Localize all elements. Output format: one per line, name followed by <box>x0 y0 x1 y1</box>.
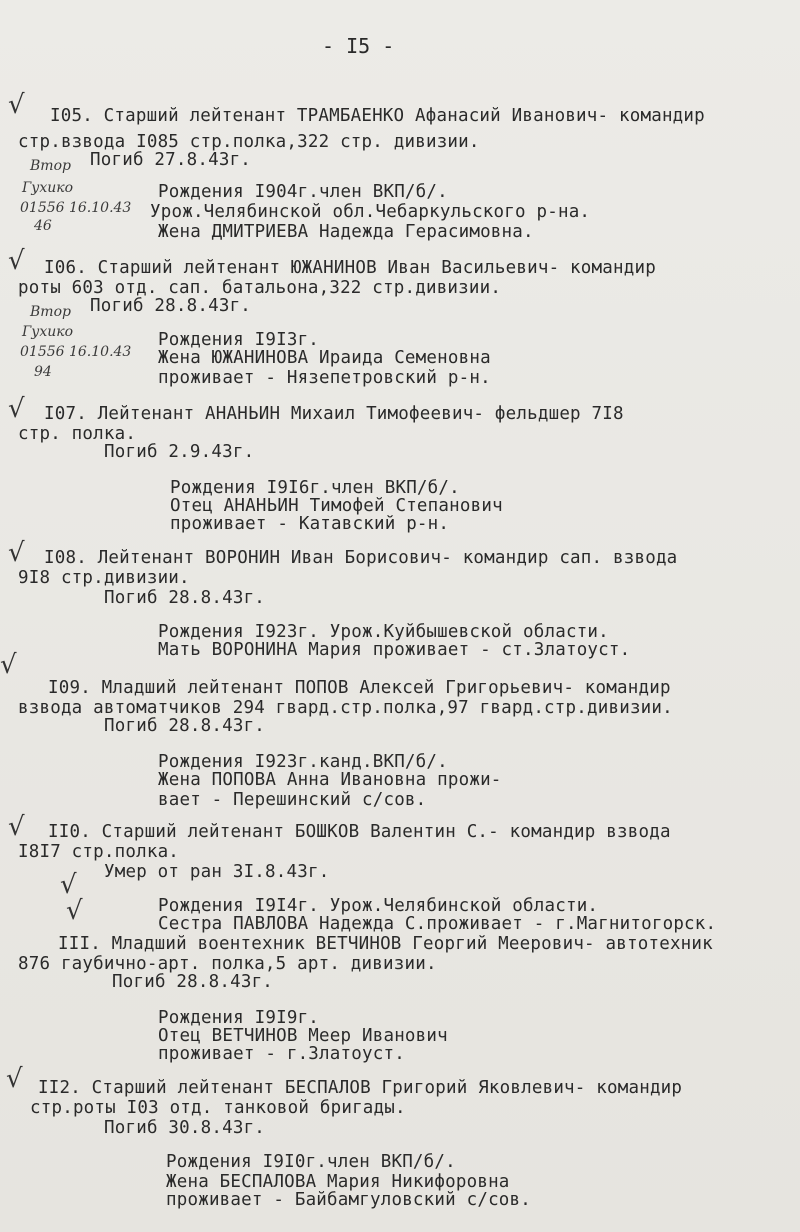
death-date: Погиб 28.8.43г. <box>112 972 274 992</box>
handwritten-note: 01556 16.10.43 <box>20 344 132 360</box>
entry-header: I05. Старший лейтенант ТРАМБАЕНКО Афанасий Иванович- командир <box>50 106 705 126</box>
handwritten-note: Гухико <box>22 324 74 340</box>
entry-header: I06. Старший лейтенант ЮЖАНИНОВ Иван Васильевич- командир <box>44 258 656 278</box>
death-date: Погиб 2.9.43г. <box>104 442 255 462</box>
entry-line: Рождения I923г. Урож.Куйбышевской области. <box>158 622 609 642</box>
entry-line: Жена ЮЖАНИНОВА Ираида Семеновна <box>158 348 491 368</box>
entry-line: Жена БЕСПАЛОВА Мария Никифоровна <box>166 1172 510 1192</box>
entry-line: роты 603 отд. сап. батальона,322 стр.дивизии. <box>18 278 502 298</box>
check-mark-icon: √ <box>6 1064 23 1094</box>
entry-line: Жена ПОПОВА Анна Ивановна прожи- <box>158 770 502 790</box>
entry-header: I08. Лейтенант ВОРОНИН Иван Борисович- командир сап. взвода <box>44 548 678 568</box>
handwritten-note: 01556 16.10.43 <box>20 200 132 216</box>
entry-line: Сестра ПАВЛОВА Надежда С.проживает - г.Магнитогорск. <box>158 914 717 934</box>
handwritten-note: Гухико <box>22 180 74 196</box>
entry-line: стр.взвода I085 стр.полка,322 стр. дивизии. <box>18 132 480 152</box>
check-mark-icon: √ <box>8 394 25 424</box>
page-number: - I5 - <box>322 34 395 58</box>
entry-line: проживает - Катавский р-н. <box>170 514 450 534</box>
entry-line: Рождения I9I0г.член ВКП/б/. <box>166 1152 456 1172</box>
entry-line: вает - Перешинский с/сов. <box>158 790 427 810</box>
entry-line: проживает - Нязепетровский р-н. <box>158 368 491 388</box>
entry-line: Мать ВОРОНИНА Мария проживает - ст.Златоуст. <box>158 640 631 660</box>
death-date: Погиб 27.8.43г. <box>90 150 252 170</box>
entry-header: I09. Младший лейтенант ПОПОВ Алексей Григорьевич- командир <box>48 678 671 698</box>
entry-line: Жена ДМИТРИЕВА Надежда Герасимовна. <box>158 222 534 242</box>
check-mark-icon: √ <box>0 650 17 680</box>
check-mark-icon: √ <box>8 538 25 568</box>
death-date: Умер от ран 3I.8.43г. <box>104 862 330 882</box>
entry-header: I07. Лейтенант АНАНЬИН Михаил Тимофеевич- фельдшер 7I8 <box>44 404 624 424</box>
handwritten-note: Втор <box>30 158 71 174</box>
entry-header: II2. Старший лейтенант БЕСПАЛОВ Григорий Яковлевич- командир <box>38 1078 683 1098</box>
death-date: Погиб 28.8.43г. <box>90 296 252 316</box>
entry-line: взвода автоматчиков 294 гвард.стр.полка,97 гвард.стр.дивизии. <box>18 698 673 718</box>
entry-line: 876 гаубично-арт. полка,5 арт. дивизии. <box>18 954 437 974</box>
check-mark-icon: √ <box>60 870 77 900</box>
entry-line: стр.роты I03 отд. танковой бригады. <box>30 1098 406 1118</box>
handwritten-note: 94 <box>34 364 52 380</box>
death-date: Погиб 28.8.43г. <box>104 716 266 736</box>
check-mark-icon: √ <box>8 90 25 120</box>
entry-line: Рождения I904г.член ВКП/б/. <box>158 182 448 202</box>
entry-line: Рождения I923г.канд.ВКП/б/. <box>158 752 448 772</box>
check-mark-icon: √ <box>66 896 83 926</box>
entry-header: III. Младший воентехник ВЕТЧИНОВ Георгий Меерович- автотехник <box>58 934 713 954</box>
entry-line: Рождения I9I3г. <box>158 330 320 350</box>
entry-line: стр. полка. <box>18 424 137 444</box>
handwritten-note: Втор <box>30 304 71 320</box>
check-mark-icon: √ <box>8 246 25 276</box>
entry-line: проживает - Байбамгуловский с/сов. <box>166 1190 532 1210</box>
death-date: Погиб 28.8.43г. <box>104 588 266 608</box>
handwritten-note: 46 <box>34 218 52 234</box>
entry-line: 9I8 стр.дивизии. <box>18 568 190 588</box>
entry-line: Рождения I9I6г.член ВКП/б/. <box>170 478 460 498</box>
entry-header: II0. Старший лейтенант БОШКОВ Валентин С.- командир взвода <box>48 822 671 842</box>
entry-line: I8I7 стр.полка. <box>18 842 180 862</box>
entry-line: Отец АНАНЬИН Тимофей Степанович <box>170 496 503 516</box>
death-date: Погиб 30.8.43г. <box>104 1118 266 1138</box>
entry-line: Урож.Челябинской обл.Чебаркульского р-на. <box>150 202 591 222</box>
entry-line: Отец ВЕТЧИНОВ Меер Иванович <box>158 1026 448 1046</box>
entry-line: Рождения I9I4г. Урож.Челябинской области. <box>158 896 599 916</box>
entry-line: проживает - г.Златоуст. <box>158 1044 405 1064</box>
entry-line: Рождения I9I9г. <box>158 1008 320 1028</box>
check-mark-icon: √ <box>8 812 25 842</box>
